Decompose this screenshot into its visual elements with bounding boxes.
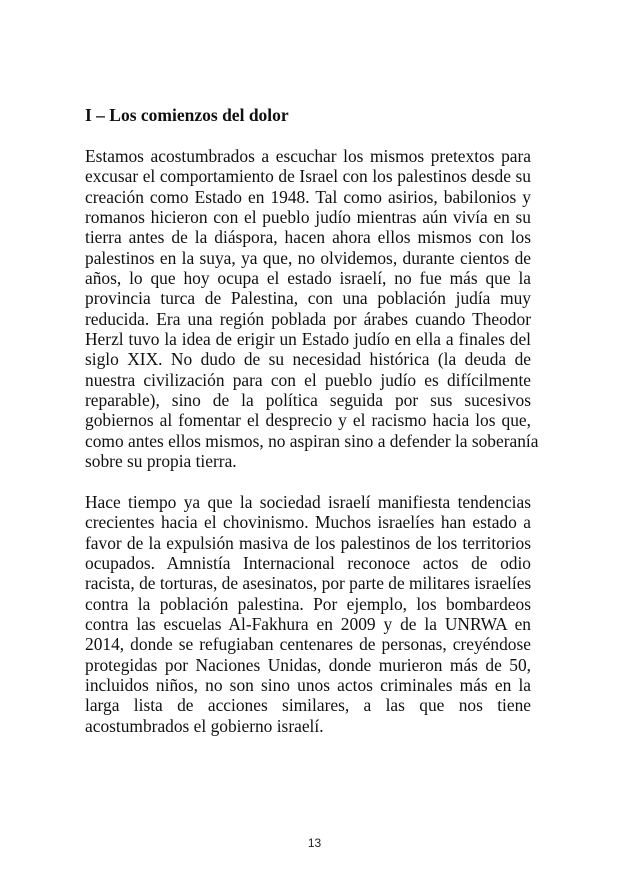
text-line: creación como Estado en 1948. Tal como asirios, babilonios y xyxy=(85,186,531,207)
text-line: palestinos en la suya, ya que, no olvidemos, durante cientos de xyxy=(85,247,531,268)
text-line: acostumbrados el gobierno israelí. xyxy=(85,715,324,736)
text-line: reparable), sino de la política seguida por sus sucesivos xyxy=(85,390,531,411)
text-line: contra la población palestina. Por ejemplo, los bombardeos xyxy=(85,593,531,614)
text-line: nuestra civilización para con el pueblo judío es difícilmente xyxy=(85,369,531,390)
text-line: incluidos niños, no son sino unos actos criminales más en la xyxy=(85,674,531,695)
text-line: crecientes hacia el chovinismo. Muchos israelíes han estado a xyxy=(85,512,531,533)
text-line: gobiernos al fomentar el desprecio y el racismo hacia los que, xyxy=(85,410,531,431)
text-line: como antes ellos mismos, no aspiran sino a defender la soberanía xyxy=(85,430,539,451)
text-line: reducida. Era una región poblada por árabes cuando Theodor xyxy=(85,308,531,329)
text-line: provincia turca de Palestina, con una población judía muy xyxy=(85,288,531,309)
text-line: excusar el comportamiento de Israel con los palestinos desde su xyxy=(85,166,531,187)
section-heading: I – Los comienzos del dolor xyxy=(85,105,289,125)
text-line: ocupados. Amnistía Internacional reconoce actos de odio xyxy=(85,552,531,573)
text-line: Hace tiempo ya que la sociedad israelí manifiesta tendencias xyxy=(85,491,531,512)
paragraph-2 xyxy=(85,492,531,736)
text-line: 2014, donde se refugiaban centenares de personas, creyéndose xyxy=(85,634,531,655)
text-line: protegidas por Naciones Unidas, donde murieron más de 50, xyxy=(85,654,531,675)
text-line: tierra antes de la diáspora, hacen ahora ellos mismos con los xyxy=(85,227,531,248)
text-line: contra las escuelas Al-Fakhura en 2009 y de la UNRWA en xyxy=(85,613,531,634)
text-line: años, lo que hoy ocupa el estado israelí, no fue más que la xyxy=(85,268,531,289)
page-number: 13 xyxy=(307,836,322,850)
text-line: favor de la expulsión masiva de los palestinos de los territorios xyxy=(85,532,531,553)
text-line: larga lista de acciones similares, a las que nos tiene xyxy=(85,695,531,716)
page-content xyxy=(85,104,539,756)
paragraph-1 xyxy=(85,146,539,472)
text-line: sobre su propia tierra. xyxy=(85,451,237,472)
text-line: racista, de torturas, de asesinatos, por parte de militares israelíes xyxy=(85,573,532,594)
text-line: romanos hicieron con el pueblo judío mientras aún vivía en su xyxy=(85,207,531,228)
text-line: siglo XIX. No dudo de su necesidad histórica (la deuda de xyxy=(85,349,531,370)
text-line: Herzl tuvo la idea de erigir un Estado judío en ella a finales del xyxy=(85,329,531,350)
text-line: Estamos acostumbrados a escuchar los mismos pretextos para xyxy=(85,146,531,166)
